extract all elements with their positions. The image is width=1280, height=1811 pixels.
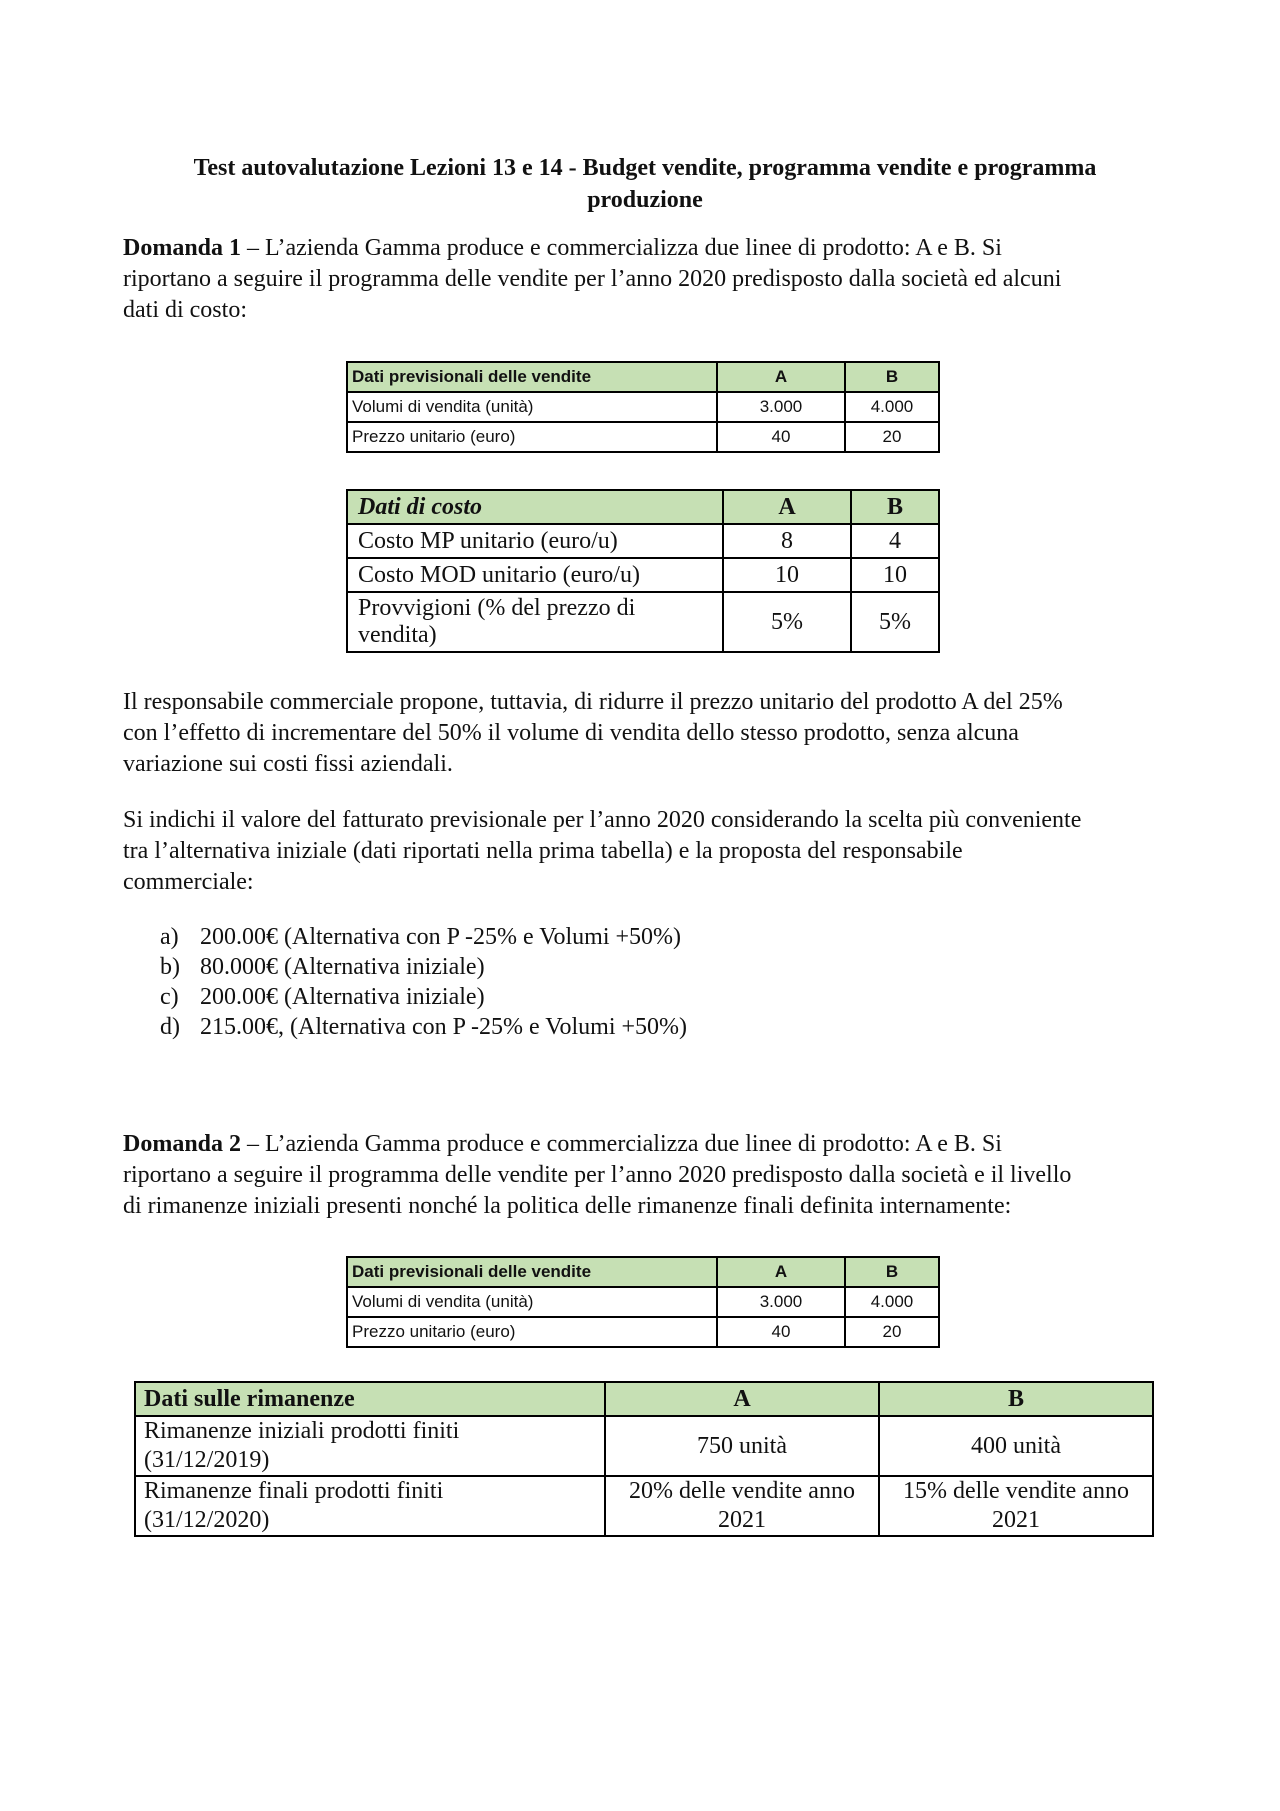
row-label-line-1: Rimanenze finali prodotti finiti [144, 1478, 444, 1504]
cell-line-2: 2021 [992, 1507, 1040, 1533]
table-header-row [347, 362, 939, 392]
row-label-line-2: (31/12/2020) [144, 1507, 270, 1533]
text-line: commerciale: [123, 869, 254, 895]
q2-intro-line-2: riportano a seguire il programma delle vendite per l’anno 2020 predisposto dalla società e il livello [123, 1162, 1072, 1188]
row-label-line-1: Rimanenze iniziali prodotti finiti [144, 1418, 460, 1444]
table-cell [605, 1476, 879, 1536]
text-line: Il responsabile commerciale propone, tuttavia, di ridurre il prezzo unitario del prodotto A del 25% [123, 689, 1063, 715]
text-line: con l’effetto di incrementare del 50% il volume di vendita dello stesso prodotto, senza alcuna [123, 720, 1019, 746]
table-cell [879, 1476, 1153, 1536]
q1-intro [123, 233, 1163, 326]
header-cell: A [717, 362, 845, 392]
table-row [347, 1317, 939, 1347]
q2-intro-line-3: di rimanenze iniziali presenti nonché la politica delle rimanenze finali definita internamente: [123, 1193, 1012, 1219]
table-cell: 20 [845, 422, 939, 452]
table-row [347, 392, 939, 422]
table-cell: 750 unità [605, 1416, 879, 1476]
text-line: variazione sui costi fissi aziendali. [123, 751, 453, 777]
table-cell: Prezzo unitario (euro) [347, 1317, 717, 1347]
list-item [160, 922, 687, 952]
table-cell: 4.000 [845, 392, 939, 422]
q1-intro-line-1: – L’azienda Gamma produce e commercializza due linee di prodotto: A e B. Si [241, 235, 1002, 261]
list-item [160, 982, 687, 1012]
q1-sales-table [346, 361, 940, 453]
table-cell: 5% [723, 592, 851, 652]
answer-letter: b) [160, 954, 180, 980]
answer-text: 215.00€, (Alternativa con P -25% e Volumi +50%) [200, 1014, 688, 1040]
table-row [135, 1476, 1153, 1536]
table-row [135, 1416, 1153, 1476]
q2-sales-table [346, 1256, 940, 1348]
q2-label: Domanda 2 [123, 1131, 242, 1157]
header-cell: B [879, 1382, 1153, 1416]
table-row [347, 524, 939, 558]
table-header-row [347, 1257, 939, 1287]
header-cell: Dati previsionali delle vendite [347, 1257, 717, 1287]
answer-text: 200.00€ (Alternativa iniziale) [200, 984, 485, 1010]
table-cell: 20 [845, 1317, 939, 1347]
q1-intro-line-3: dati di costo: [123, 297, 247, 323]
title-line-2: produzione [587, 187, 703, 213]
table-row [347, 558, 939, 592]
table-cell: 5% [851, 592, 939, 652]
page-title [150, 152, 1140, 216]
q1-paragraph-2 [123, 687, 1163, 780]
answer-letter: d) [160, 1014, 180, 1040]
q1-label: Domanda 1 [123, 235, 242, 261]
table-cell: 10 [723, 558, 851, 592]
header-cell: B [851, 490, 939, 524]
header-cell: A [723, 490, 851, 524]
q1-intro-line-2: riportano a seguire il programma delle vendite per l’anno 2020 predisposto dalla società ed alcuni [123, 266, 1062, 292]
provvigioni-label-line-1: Provvigioni (% del prezzo di [358, 595, 636, 621]
table-cell [135, 1416, 605, 1476]
list-item [160, 1012, 687, 1042]
header-cell: A [717, 1257, 845, 1287]
table-cell: 4 [851, 524, 939, 558]
table-cell: Costo MP unitario (euro/u) [347, 524, 723, 558]
header-cell: Dati di costo [347, 490, 723, 524]
text-line: Si indichi il valore del fatturato previsionale per l’anno 2020 considerando la scelta più conveniente [123, 807, 1082, 833]
table-cell [135, 1476, 605, 1536]
q1-answer-list [160, 922, 687, 1042]
table-cell: 4.000 [845, 1287, 939, 1317]
table-cell: 10 [851, 558, 939, 592]
table-cell: 400 unità [879, 1416, 1153, 1476]
table-cell [347, 592, 723, 652]
cell-line-1: 20% delle vendite anno [629, 1478, 855, 1504]
cell-line-2: 2021 [718, 1507, 766, 1533]
q2-intro [123, 1129, 1163, 1222]
cell-line-1: 15% delle vendite anno [903, 1478, 1129, 1504]
q1-paragraph-3 [123, 805, 1163, 898]
table-row [347, 1287, 939, 1317]
header-cell: B [845, 362, 939, 392]
table-cell: Volumi di vendita (unità) [347, 392, 717, 422]
table-header-row [347, 490, 939, 524]
answer-letter: c) [160, 984, 179, 1010]
table-cell: 3.000 [717, 1287, 845, 1317]
answer-letter: a) [160, 924, 179, 950]
table-row [347, 592, 939, 652]
table-cell: Costo MOD unitario (euro/u) [347, 558, 723, 592]
title-line-1: Test autovalutazione Lezioni 13 e 14 - Budget vendite, programma vendite e programma [193, 155, 1097, 181]
row-label-line-2: (31/12/2019) [144, 1447, 270, 1473]
table-cell: Prezzo unitario (euro) [347, 422, 717, 452]
q2-inventory-table [134, 1381, 1154, 1537]
table-header-row [135, 1382, 1153, 1416]
header-cell: Dati previsionali delle vendite [347, 362, 717, 392]
answer-text: 200.00€ (Alternativa con P -25% e Volumi +50%) [200, 924, 682, 950]
table-row [347, 422, 939, 452]
table-cell: Volumi di vendita (unità) [347, 1287, 717, 1317]
header-cell: B [845, 1257, 939, 1287]
provvigioni-label-line-2: vendita) [358, 622, 437, 648]
table-cell: 3.000 [717, 392, 845, 422]
text-line: tra l’alternativa iniziale (dati riportati nella prima tabella) e la proposta del responsabile [123, 838, 963, 864]
header-cell: Dati sulle rimanenze [135, 1382, 605, 1416]
answer-text: 80.000€ (Alternativa iniziale) [200, 954, 485, 980]
table-cell: 8 [723, 524, 851, 558]
q2-intro-line-1: – L’azienda Gamma produce e commercializza due linee di prodotto: A e B. Si [241, 1131, 1002, 1157]
header-cell: A [605, 1382, 879, 1416]
table-cell: 40 [717, 422, 845, 452]
q1-cost-table [346, 489, 940, 653]
list-item [160, 952, 687, 982]
table-cell: 40 [717, 1317, 845, 1347]
